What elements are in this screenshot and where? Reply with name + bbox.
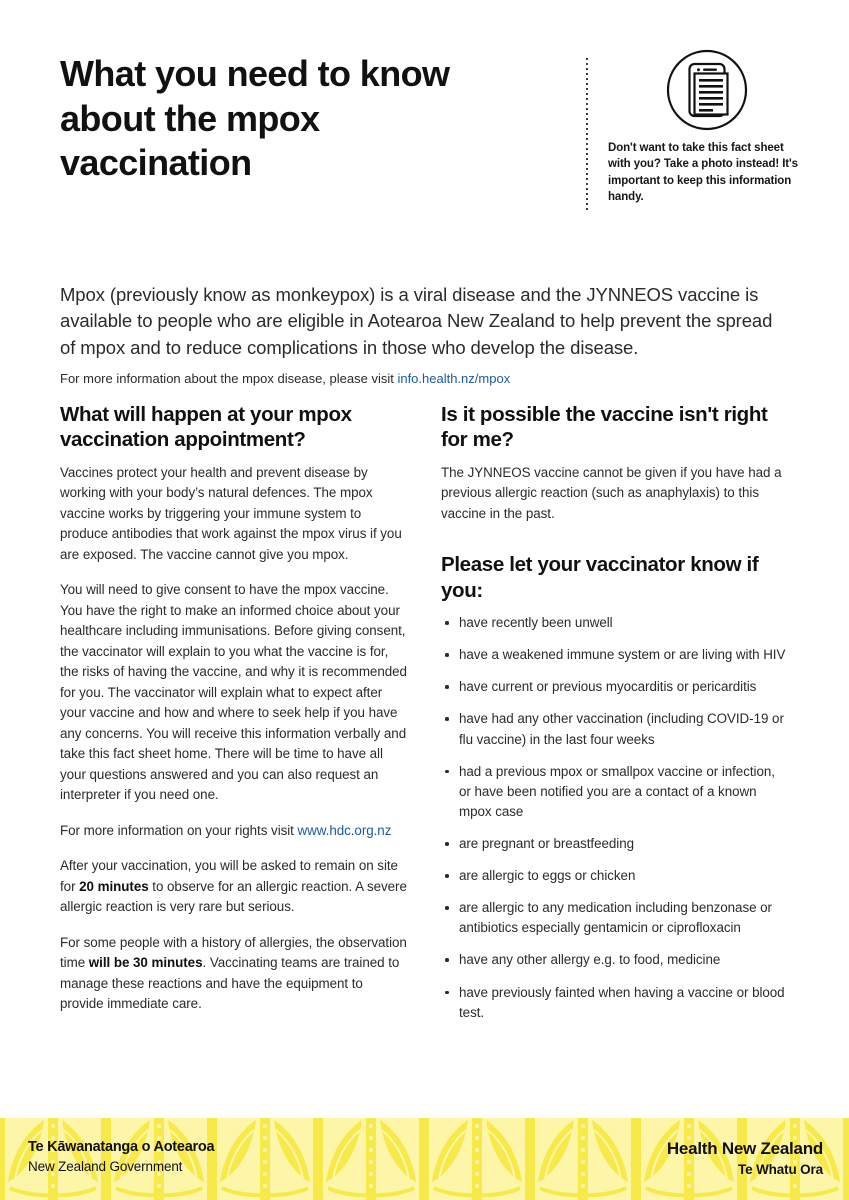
photo-note-text: Don't want to take this fact sheet with you? Take a photo instead! It's important to keep this information handy. xyxy=(608,142,798,203)
left-paragraph-consent: You will need to give consent to have the mpox vaccine. You have the right to make an informed choice about your healthcare including immunisations. Before giving consent, the vaccinator will explain to you what the vaccine is for, the risks of having the vaccine, and why it is recommended for you. The vaccinator will explain what to expect after your vaccine and how and where to seek help if you have any concerns. You will receive this information verbally and take this fact sheet home. There will be time to have all your questions answered and you can also request an interpreter if you need one. xyxy=(60,582,407,803)
photo-icon-wrap xyxy=(608,48,806,132)
right-column xyxy=(441,402,788,1035)
intro-sub-prefix: For more information about the mpox disease, please visit xyxy=(60,370,398,386)
healthnz-line-maori: Te Whatu Ora xyxy=(738,1162,823,1178)
list-item: had a previous mpox or smallpox vaccine or infection, or have been notified you are a contact of a known mpox case xyxy=(441,762,788,822)
left-paragraph-allergy-history xyxy=(60,933,407,1015)
right-paragraph-contraindication: The JYNNEOS vaccine cannot be given if you have had a previous allergic reaction (such as anaphylaxis) to this vaccine in the past. xyxy=(441,464,782,521)
phone-document-icon xyxy=(665,48,749,132)
list-item: have previously fainted when having a vaccine or blood test. xyxy=(441,983,788,1023)
intro-lead: Mpox (previously know as monkeypox) is a viral disease and the JYNNEOS vaccine is available to people who are eligible in Aotearoa New Zealand to help prevent the spread of mpox and to reduce complications in those who develop the disease. xyxy=(60,284,773,358)
healthnz-line-english: Health New Zealand xyxy=(666,1139,823,1158)
left-heading-appointment: What will happen at your mpox vaccination appointment? xyxy=(60,403,352,452)
vaccinator-checklist xyxy=(441,613,788,1023)
list-item: are pregnant or breastfeeding xyxy=(441,834,788,854)
nzgovt-line-english: New Zealand Government xyxy=(28,1158,183,1174)
rights-prefix: For more information on your rights visit xyxy=(60,822,298,838)
allergy-duration: will be 30 minutes xyxy=(88,955,203,971)
left-paragraph-observation xyxy=(60,856,407,918)
mpox-info-link[interactable]: info.health.nz/mpox xyxy=(397,370,511,386)
list-item: are allergic to eggs or chicken xyxy=(441,866,788,886)
intro-block xyxy=(60,282,782,388)
page-header xyxy=(0,0,849,230)
intro-sub xyxy=(60,370,782,388)
observation-duration: 20 minutes xyxy=(79,878,149,894)
photo-note-block xyxy=(608,48,806,205)
right-heading-suitability: Is it possible the vaccine isn't right for me? xyxy=(441,403,768,452)
allergy-text-2: . Vaccinating teams are trained to manage these reactions and have the equipment to provide immediate care. xyxy=(60,955,400,1012)
dotted-divider xyxy=(586,58,588,210)
right-heading-tell-vaccinator: Please let your vaccinator know if you: xyxy=(441,553,759,602)
left-column xyxy=(60,402,407,1015)
allergy-text-1: For some people with a history of allergies, the observation time xyxy=(60,934,407,971)
health-nz-logo xyxy=(667,1138,823,1179)
left-paragraph-vaccines: Vaccines protect your health and prevent disease by working with your body’s natural defences. The mpox vaccine works by triggering your immune system to produce antibodies that work against the mpox virus if you are exposed. The vaccine cannot give you mpox. xyxy=(60,464,402,562)
page-title: What you need to know about the mpox vaccination xyxy=(60,53,450,184)
page-footer xyxy=(0,1118,849,1200)
list-item: have recently been unwell xyxy=(441,613,788,633)
observation-text-1: After your vaccination, you will be asked to remain on site for xyxy=(60,858,398,894)
list-item: have current or previous myocarditis or pericarditis xyxy=(441,677,788,697)
list-item: have any other allergy e.g. to food, medicine xyxy=(441,950,788,970)
footer-content xyxy=(0,1118,849,1200)
nzgovt-line-maori: Te Kāwanatanga o Aotearoa xyxy=(28,1139,215,1155)
list-item: have a weakened immune system or are living with HIV xyxy=(441,645,788,665)
hdc-link[interactable]: www.hdc.org.nz xyxy=(297,822,392,838)
list-item: are allergic to any medication including benzonase or antibiotics especially gentamicin or ciprofloxacin xyxy=(441,898,788,938)
observation-text-2: to observe for an allergic reaction. A severe allergic reaction is very rare but serious. xyxy=(60,878,407,915)
list-item: have had any other vaccination (including COVID-19 or flu vaccine) in the last four weeks xyxy=(441,709,788,749)
nz-government-logo xyxy=(28,1138,214,1176)
left-paragraph-rights xyxy=(60,821,407,842)
